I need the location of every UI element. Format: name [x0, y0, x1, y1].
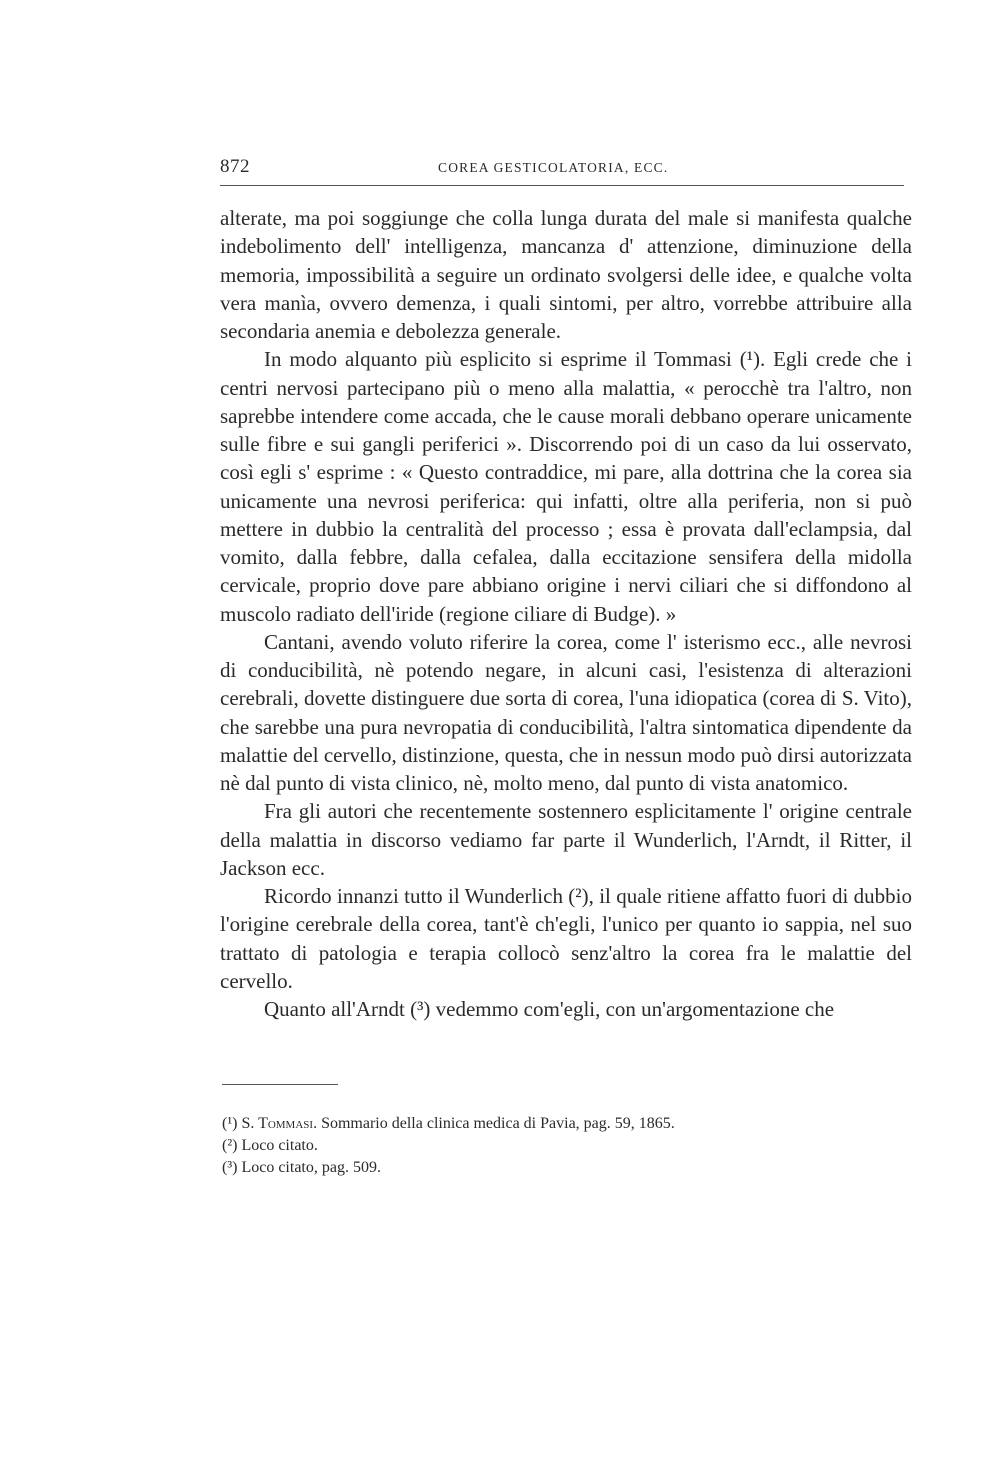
footnote-mark: (¹)	[222, 1115, 238, 1132]
paragraph: Cantani, avendo voluto riferire la corea, come l' isterismo ecc., alle nevrosi di conducibilità, nè potendo negare, in alcuni casi, l'esistenza di alterazioni cerebrali, dovette distinguere due sorta di corea, l'una idiopatica (corea di S. Vito), che sarebbe una pura nevropatia di conducibilità, l'altra sintomatica dipendente da malattie del cervello, distinzione, questa, che in nessun modo può dirsi autorizzata nè dal punto di vista clinico, nè, molto meno, dal punto di vista anatomico.	[220, 629, 912, 795]
running-head: COREA GESTICOLATORIA, ECC.	[438, 160, 669, 175]
footnote-text: Sommario della clinica medica di Pavia, pag. 59, 1865.	[321, 1115, 675, 1132]
header-rule	[220, 185, 904, 186]
body-text	[220, 204, 912, 1023]
footnote	[222, 1135, 902, 1157]
footnotes	[222, 1113, 902, 1179]
footnote-text: Loco citato, pag. 509.	[241, 1159, 381, 1176]
footnote	[222, 1157, 902, 1179]
footnote-author: S. Tommasi.	[241, 1115, 318, 1132]
footnote	[222, 1113, 902, 1135]
paragraph: In modo alquanto più esplicito si esprime il Tommasi (¹). Egli crede che i centri nervosi partecipano più o meno alla malattia, « perocchè tra l'altro, non saprebbe intendere come accada, che le cause morali debbano operare unicamente sulle fibre e sui gangli periferici ». Discorrendo poi di un caso da lui osservato, così egli s' esprime : « Questo contraddice, mi pare, alla dottrina che la corea sia unicamente una nevrosi periferica: qui infatti, oltre alla periferia, non si può mettere in dubbio la centralità del processo ; essa è provata dall'eclampsia, dal vomito, dalla febbre, dalla cefalea, dalla eccitazione sensifera della midolla cervicale, proprio dove pare abbiano origine i nervi ciliari che si diffondono al muscolo radiato dell'iride (regione ciliare di Budge). »	[220, 347, 912, 626]
page-number: 872	[220, 156, 250, 177]
footnote-text: Loco citato.	[241, 1137, 318, 1154]
paragraph: Ricordo innanzi tutto il Wunderlich (²), il quale ritiene affatto fuori di dubbio l'origine cerebrale della corea, tant'è ch'egli, l'unico per quanto io sappia, nel suo trattato di patologia e terapia collocò senz'altro la corea fra le malattie del cervello.	[220, 884, 912, 993]
paragraph: alterate, ma poi soggiunge che colla lunga durata del male si manifesta qualche indebolimento dell' intelligenza, mancanza d' attenzione, diminuzione della memoria, impossibilità a seguire un ordinato svolgersi delle idee, e qualche volta vera manìa, ovvero demenza, i quali sintomi, per altro, vorrebbe attribuire alla secondaria anemia e debolezza generale.	[220, 206, 912, 343]
footnote-mark: (³)	[222, 1159, 238, 1176]
paragraph: Fra gli autori che recentemente sostennero esplicitamente l' origine centrale della malattia in discorso vediamo far parte il Wunderlich, l'Arndt, il Ritter, il Jackson ecc.	[220, 799, 912, 880]
page-header	[220, 156, 904, 186]
paragraph: Quanto all'Arndt (³) vedemmo com'egli, con un'argomentazione che	[264, 997, 835, 1021]
footnote-rule	[222, 1084, 338, 1085]
footnote-mark: (²)	[222, 1137, 238, 1154]
